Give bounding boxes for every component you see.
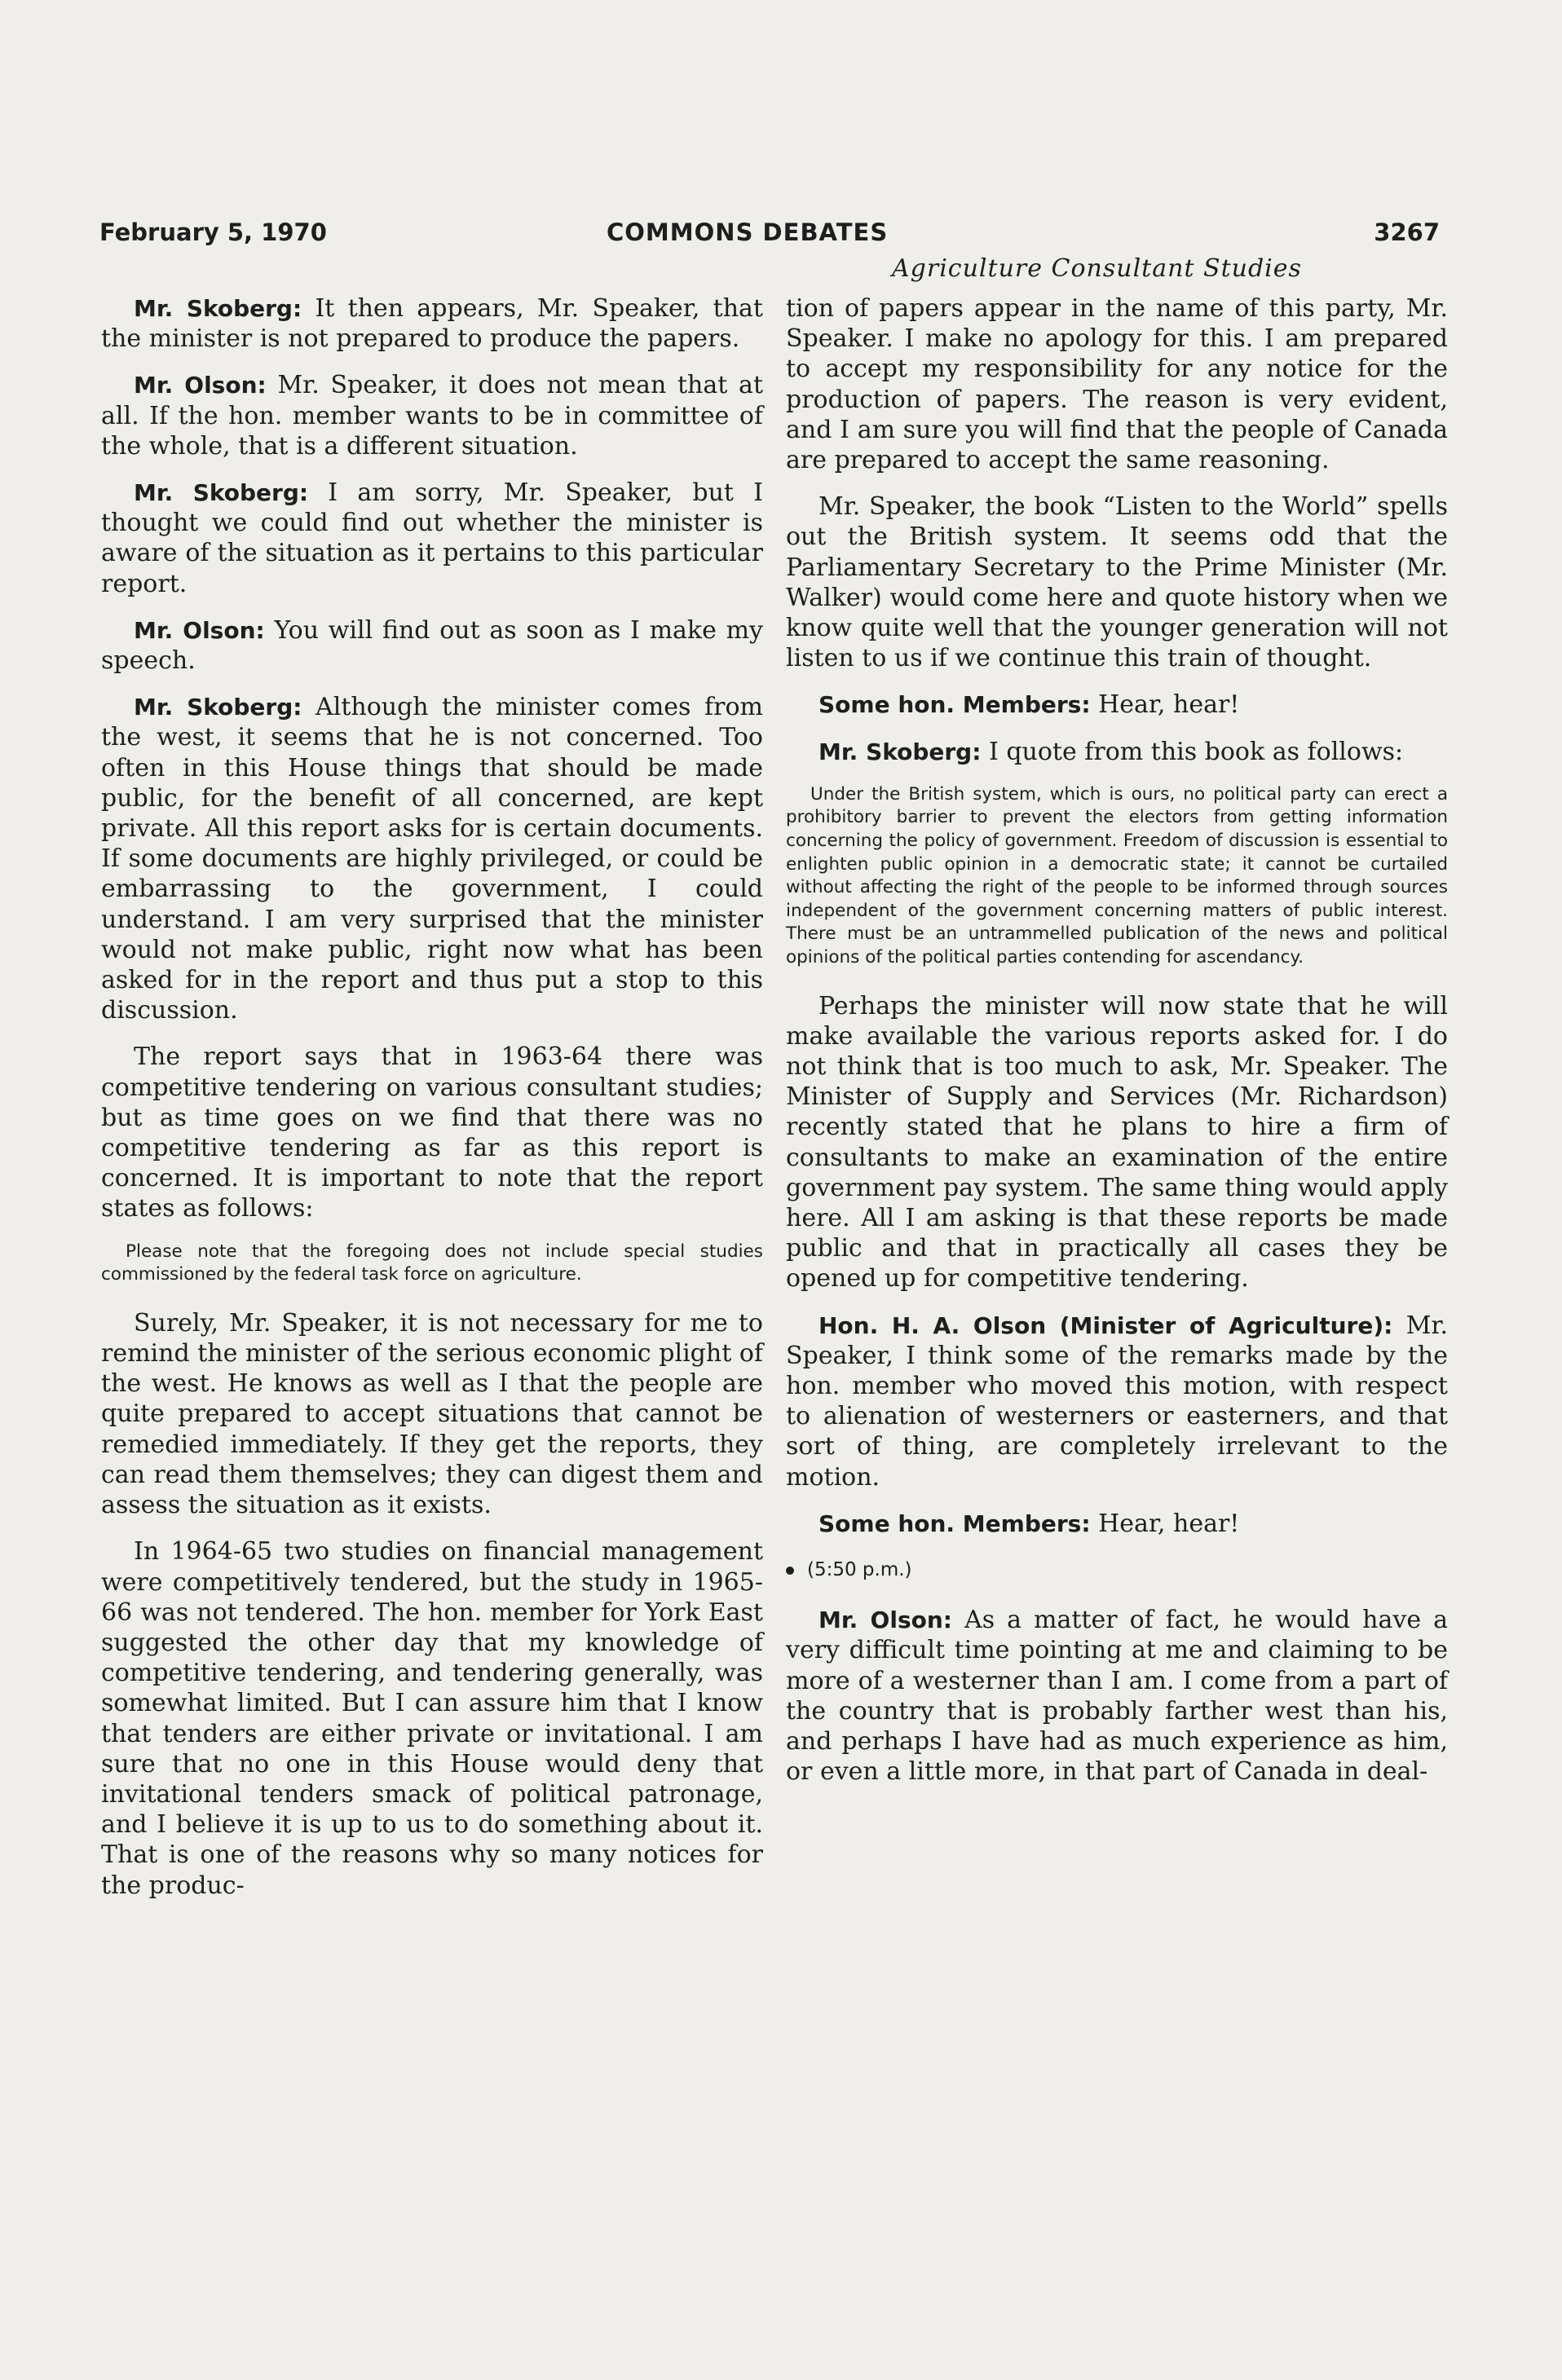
paragraph [101, 615, 763, 676]
paragraph: The report says that in 1963-64 there was competitive tendering on various consultant studies; but as time goes on we find that there was no competitive tendering as far as this report is concerned. It is important to note that the report states as follows: [101, 1042, 763, 1223]
speaker-name: Mr. Olson: [134, 616, 265, 644]
speech-text: Mr. Speaker, it does not mean that at all. If the hon. member wants to be in committee of the whole, that is a different situation. [101, 371, 763, 461]
paragraph [786, 1311, 1448, 1492]
speech-text: It then appears, Mr. Speaker, that the minister is not prepared to produce the papers. [101, 294, 763, 354]
speaker-name: Mr. Skoberg: [819, 738, 982, 765]
page-number: 3267 [1374, 218, 1440, 246]
time-marker [786, 1555, 1448, 1585]
speaker-name: Some hon. Members: [819, 691, 1091, 719]
paragraph: Perhaps the minister will now state that he will make available the various reports asked for. I do not think that is too much to ask, Mr. Speaker. The Minister of Supply and Services (Mr. Richardson) recently stated that he plans to hire a firm of consultants to make an examination of the entire government pay system. The same thing would apply here. All I am asking is that these reports be made public and that in practically all cases they be opened up for competitive tendering. [786, 991, 1448, 1294]
speech-text: Hear, hear! [1090, 690, 1240, 720]
speaker-name: Mr. Skoberg: [134, 479, 309, 507]
paragraph [786, 690, 1448, 720]
paragraph: Mr. Speaker, the book “Listen to the World” spells out the British system. It seems odd that the Parliamentary Secretary to the Prime Minister (Mr. Walker) would come here and quote history when we know quite well that the younger generation will not listen to us if we continue this train of thought. [786, 492, 1448, 673]
speaker-name: Mr. Skoberg: [134, 694, 302, 721]
speech-text: As a matter of fact, he would have a very difficult time pointing at me and claiming to be more of a westerner than I am. I come from a part of the country that is probably farther west than his, and perhaps I have had as much experience as him, or even a little more, in that part of Canada in deal- [786, 1606, 1449, 1787]
block-quote: Please note that the foregoing does not include special studies commissioned by the federal task force on agriculture. [101, 1241, 763, 1285]
header-title: COMMONS DEBATES [607, 218, 889, 246]
speaker-name: Mr. Skoberg: [134, 295, 302, 322]
paragraph [101, 293, 763, 354]
speaker-name: Hon. H. A. Olson (Minister of Agriculture): [819, 1311, 1393, 1339]
speech-text: I am sorry, Mr. Speaker, but I thought we could find out whether the minister is aware of the situation as it pertains to this particular report. [101, 478, 763, 598]
paragraph [786, 1605, 1448, 1787]
left-column [101, 293, 763, 1917]
speech-text: Although the minister comes from the west, it seems that he is not concerned. Too often in this House things that should be made public, for the benefit of all concerned, are kept private. All this report asks for is certain documents. If some documents are highly privileged, or could be embarrassing to the government, I could understand. I am very surprised that the minister would not make public, right now what has been asked for in the report and thus put a stop to this discussion. [101, 693, 763, 1025]
page-header [99, 218, 1440, 259]
speech-text: You will find out as soon as I make my speech. [101, 615, 763, 676]
paragraph: In 1964-65 two studies on financial management were competitively tendered, but the study in 1965-66 was not tendered. The hon. member for York East suggested the other day that my knowledge of competitive tendering, and tendering generally, was somewhat limited. But I can assure him that I know that tenders are either private or invitational. I am sure that no one in this House would deny that invitational tenders smack of political patronage, and I believe it is up to us to do something about it. That is one of the reasons why so many notices for the produc- [101, 1537, 763, 1900]
speech-text: I quote from this book as follows: [981, 737, 1404, 766]
paragraph [101, 692, 763, 1025]
paragraph: Surely, Mr. Speaker, it is not necessary for me to remind the minister of the serious economic plight of the west. He knows as well as I that the people are quite prepared to accept situations that cannot be remedied immediately. If they get the reports, they can read them themselves; they can digest them and assess the situation as it exists. [101, 1308, 763, 1520]
paragraph [101, 370, 763, 461]
speech-text: Hear, hear! [1090, 1509, 1240, 1538]
speech-text: Mr. Speaker, I think some of the remarks made by the hon. member who moved this motion, with respect to alienation of westerners or easterners, and that sort of thing, are completely irrelevant to the motion. [786, 1311, 1449, 1492]
right-column [786, 293, 1448, 1803]
paragraph [786, 737, 1448, 767]
continued-paragraph: tion of papers appear in the name of this party, Mr. Speaker. I make no apology for this. I am prepared to accept my responsibility for any notice for the production of papers. The reason is very evident, and I am sure you will find that the people of Canada are prepared to accept the same reasoning. [786, 294, 1448, 475]
speaker-name: Mr. Olson: [134, 372, 267, 399]
speaker-name: Mr. Olson: [819, 1606, 952, 1634]
time-stamp: (5:50 p.m.) [807, 1559, 912, 1581]
bullet-icon [786, 1567, 794, 1575]
paragraph [786, 1509, 1448, 1539]
header-date: February 5, 1970 [99, 218, 327, 246]
block-quote: Under the British system, which is ours, no political party can erect a prohibitory barrier to prevent the electors from getting information concerning the policy of government. Freedom of discussion is essential to enlighten public opinion in a democratic state; it cannot be curtailed without affecting the right of the people to be informed through sources independent of the government concerning matters of public interest. There must be an untrammelled publication of the news and political opinions of the political parties contending for ascendancy. [786, 783, 1448, 967]
subject-heading: Agriculture Consultant Studies [892, 254, 1302, 283]
speaker-name: Some hon. Members: [819, 1510, 1091, 1537]
paragraph [101, 478, 763, 599]
